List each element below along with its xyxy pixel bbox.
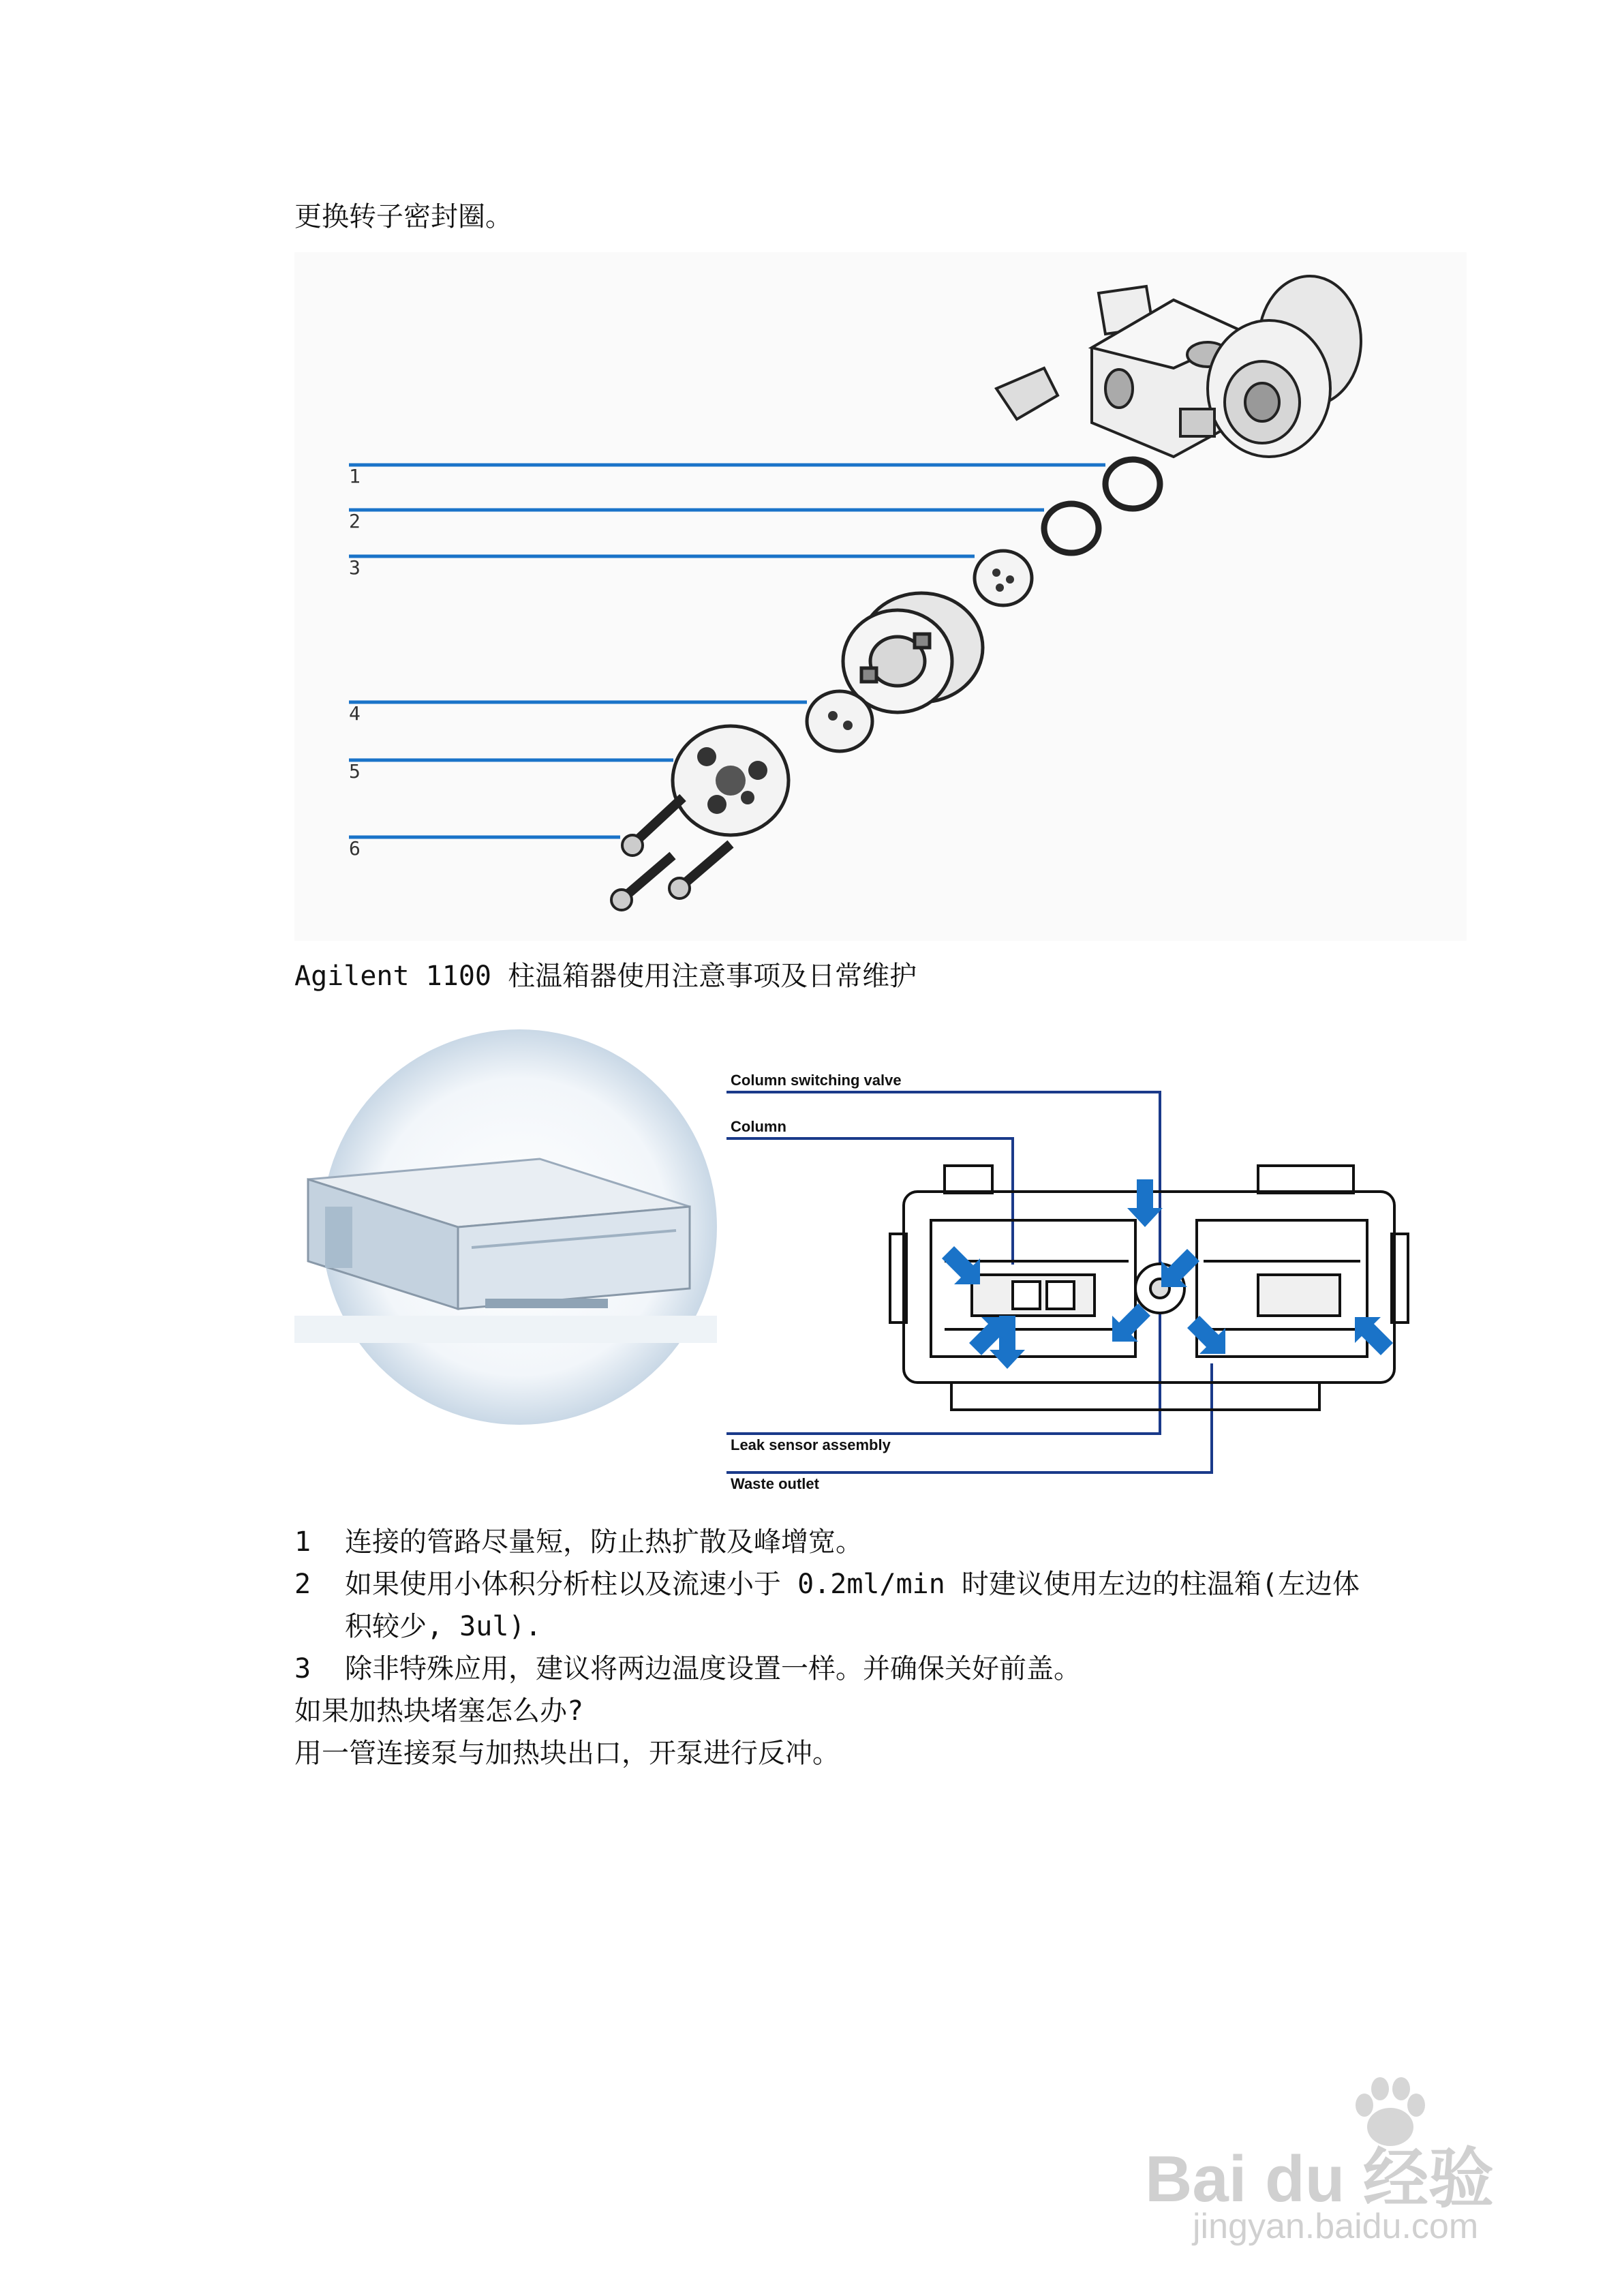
faq-answer: 用一管连接泵与加热块出口，开泵进行反冲。 [294,1738,840,1769]
callout-column: Column [731,1118,786,1135]
note-3-text: 除非特殊应用，建议将两边温度设置一样。并确保关好前盖。 [345,1653,1081,1685]
part-label-6: 6 [349,837,361,860]
baidu-watermark [1145,2072,1581,2250]
note-3-number: 3 [294,1653,311,1685]
part-label-2: 2 [349,510,361,532]
part-3-rotor-seal [975,551,1032,605]
rotor-seal-exploded-diagram [294,252,1467,941]
column-oven-schematic [726,1029,1435,1507]
note-3 [294,1650,1081,1688]
part-label-4: 4 [349,702,361,725]
note-1 [294,1523,863,1561]
column-oven-photo [294,1023,717,1445]
note-2-text: 如果使用小体积分析柱以及流速小于 0.2ml/min 时建议使用左边的柱温箱(左边体 [345,1569,1360,1600]
callout-waste-outlet: Waste outlet [731,1475,819,1492]
watermark-url: jingyan.baidu.com [1193,2207,1479,2246]
part-label-1: 1 [349,465,361,487]
note-1-number: 1 [294,1526,311,1558]
note-2-number: 2 [294,1569,311,1600]
faq-question: 如果加热块堵塞怎么办? [294,1695,584,1727]
note-1-text: 连接的管路尽量短，防止热扩散及峰增宽。 [345,1526,863,1558]
rotor-seal-caption: 更换转子密封圈。 [294,201,512,232]
callout-leak-sensor: Leak sensor assembly [731,1436,891,1453]
callout-column-switching-valve: Column switching valve [731,1072,902,1089]
watermark-brand: Bai du 经验 [1145,2143,1495,2216]
column-oven-title: Agilent 1100 柱温箱器使用注意事项及日常维护 [294,961,917,992]
note-2 [294,1565,1360,1603]
part-label-5: 5 [349,760,361,783]
note-2-continuation: 积较少, 3ul). [345,1611,542,1642]
part-5-stator-head [673,726,789,835]
part-label-3: 3 [349,556,361,579]
part-4-stator-face [807,691,872,751]
